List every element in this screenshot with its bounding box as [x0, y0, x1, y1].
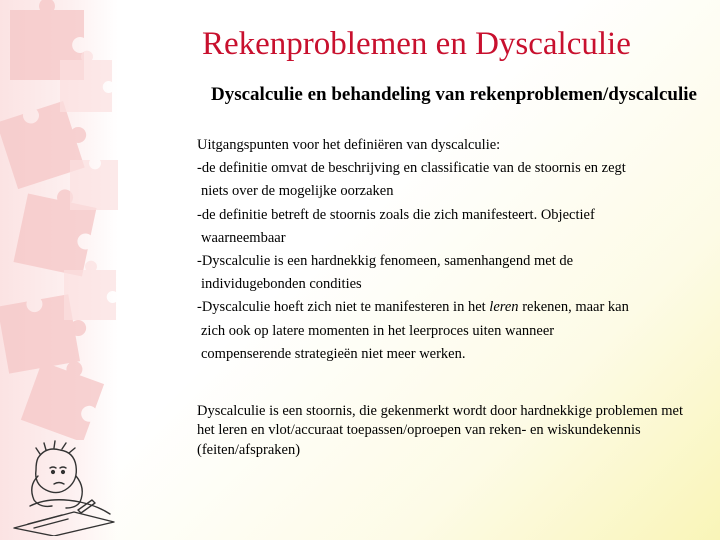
point-4-text-before: -Dyscalculie hoeft zich niet te manifesteren in het — [197, 299, 490, 316]
point-4-emphasis: leren — [489, 299, 519, 316]
principles-intro: Uitgangspunten voor het definiëren van dyscalculie: — [197, 137, 501, 153]
principles-list — [197, 134, 697, 366]
thinking-student-illustration — [8, 440, 120, 536]
point-4-line-1 — [197, 296, 697, 319]
point-4-line-3: compenserende strategieën niet meer werken. — [201, 345, 466, 362]
point-2-line-2: waarneembaar — [201, 229, 286, 246]
dyscalculia-definition: Dyscalculie is een stoornis, die gekenmerkt wordt door hardnekkige problemen met het leren en vlot/accuraat toepassen/oproepen van reken- en wiskundekennis (feiten/afspraken) — [197, 402, 684, 458]
point-1-line-1: -de definitie omvat de beschrijving en classificatie van de stoornis en zegt — [197, 160, 626, 177]
point-1-line-2: niets over de mogelijke oorzaken — [201, 183, 394, 200]
slide-title: Rekenproblemen en Dyscalculie — [202, 26, 631, 62]
point-3-line-1: -Dyscalculie is een hardnekkig fenomeen, samenhangend met de — [197, 253, 574, 270]
point-4-line-2: zich ook op latere momenten in het leerproces uiten wanneer — [201, 322, 555, 339]
point-2-line-1: -de definitie betreft de stoornis zoals die zich manifesteert. Objectief — [197, 206, 595, 223]
puzzle-pieces-decoration — [0, 0, 118, 440]
point-4-text-after: rekenen, maar kan — [518, 299, 629, 316]
point-3-line-2: individugebonden condities — [201, 276, 362, 293]
slide-subtitle: Dyscalculie en behandeling van rekenproblemen/dyscalculie — [211, 84, 697, 105]
